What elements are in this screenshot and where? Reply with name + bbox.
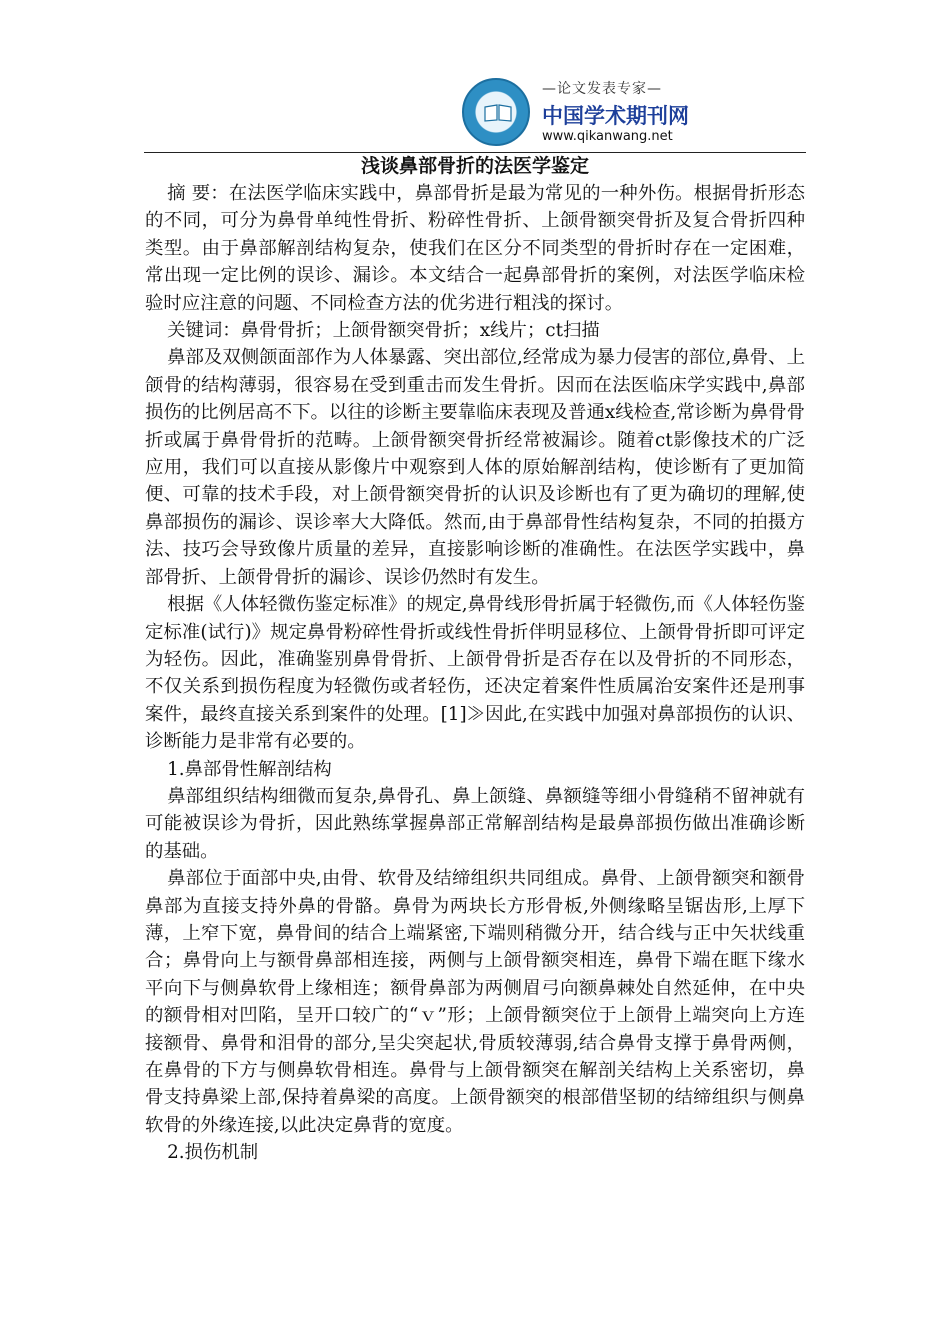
journal-logo-header [462,74,712,150]
logo-site-url: www.qikanwang.net [542,129,673,144]
body-paragraph: 根据《人体轻微伤鉴定标准》的规定,鼻骨线形骨折属于轻微伤,而《人体轻伤鉴定标准(试行)》规定鼻骨粉碎性骨折或线性骨折伴明显移位、上颌骨骨折即可评定为轻伤。因此，准确鉴别鼻骨骨折、上颌骨骨折是否存在以及骨折的不同形态，不仅关系到损伤程度为轻微伤或者轻伤，还决定着案件性质属治安案件还是刑事案件，最终直接关系到案件的处理。[1]≫因此,在实践中加强对鼻部损伤的认识、诊断能力是非常有必要的。 [145,594,805,753]
body-paragraph: 鼻部组织结构细微而复杂,鼻骨孔、鼻上颌缝、鼻额缝等细小骨缝稍不留神就有可能被误诊为骨折，因此熟练掌握鼻部正常解剖结构是最鼻部损伤做出准确诊断的基础。 [145,785,805,862]
body-paragraph: 鼻部位于面部中央,由骨、软骨及结缔组织共同组成。鼻骨、上颌骨额突和额骨鼻部为直接支持外鼻的骨骼。鼻骨为两块长方形骨板,外侧缘略呈锯齿形,上厚下薄，上窄下宽，鼻骨间的结合上端紧密,下端则稍微分开，结合线与正中矢状线重合；鼻骨向上与额骨鼻部相连接，两侧与上颌骨额突相连，鼻骨下端在眶下缘水平向下与侧鼻软骨上缘相连；额骨鼻部为两侧眉弓向额鼻棘处自然延伸，在中央的额骨相对凹陷，呈开口较广的“ｖ”形；上颌骨额突位于上颌骨上端突向上方连接额骨、鼻骨和泪骨的部分,呈尖突起状,骨质较薄弱,结合鼻骨支撑于鼻骨两侧，在鼻骨的下方与侧鼻软骨相连。鼻骨与上颌骨额突在解剖关结构上关系密切，鼻骨支持鼻梁上部,保持着鼻梁的高度。上颌骨额突的根部借坚韧的结缔组织与侧鼻软骨的外缘连接,以此决定鼻背的宽度。 [145,868,805,1136]
article-body [145,153,805,1167]
abstract-paragraph: 摘 要：在法医学临床实践中，鼻部骨折是最为常见的一种外伤。根据骨折形态的不同，可分为鼻骨单纯性骨折、粉碎性骨折、上颌骨额突骨折及复合骨折四种类型。由于鼻部解剖结构复杂，使我们在区分不同类型的骨折时存在一定困难，常出现一定比例的误诊、漏诊。本文结合一起鼻部骨折的案例，对法医学临床检验时应注意的问题、不同检查方法的优劣进行粗浅的探讨。 [145,183,805,314]
body-paragraph: 鼻部及双侧颌面部作为人体暴露、突出部位,经常成为暴力侵害的部位,鼻骨、上颌骨的结构薄弱，很容易在受到重击而发生骨折。因而在法医临床学实践中,鼻部损伤的比例居高不下。以往的诊断主要靠临床表现及普通x线检查,常诊断为鼻骨骨折或属于鼻骨骨折的范畴。上颌骨额突骨折经常被漏诊。随着ct影像技术的广泛应用，我们可以直接从影像片中观察到人体的原始解剖结构，使诊断有了更加简便、可靠的技术手段，对上颌骨额突骨折的认识及诊断也有了更为确切的理解,使鼻部损伤的漏诊、误诊率大大降低。然而,由于鼻部骨性结构复杂，不同的拍摄方法、技巧会导致像片质量的差异，直接影响诊断的准确性。在法医学实践中，鼻部骨折、上颌骨骨折的漏诊、误诊仍然时有发生。 [145,347,805,588]
article-title: 浅谈鼻部骨折的法医学鉴定 [360,155,589,177]
logo-emblem [462,78,530,146]
keywords-line: 关键词：鼻骨骨折；上颌骨额突骨折；x线片；ct扫描 [167,320,600,342]
section-heading: 2.损伤机制 [167,1142,259,1164]
book-icon [484,104,512,122]
section-heading: 1.鼻部骨性解剖结构 [167,758,332,780]
logo-site-name: 中国学术期刊网 [542,104,689,128]
logo-tagline: —论文发表专家— [542,81,662,97]
